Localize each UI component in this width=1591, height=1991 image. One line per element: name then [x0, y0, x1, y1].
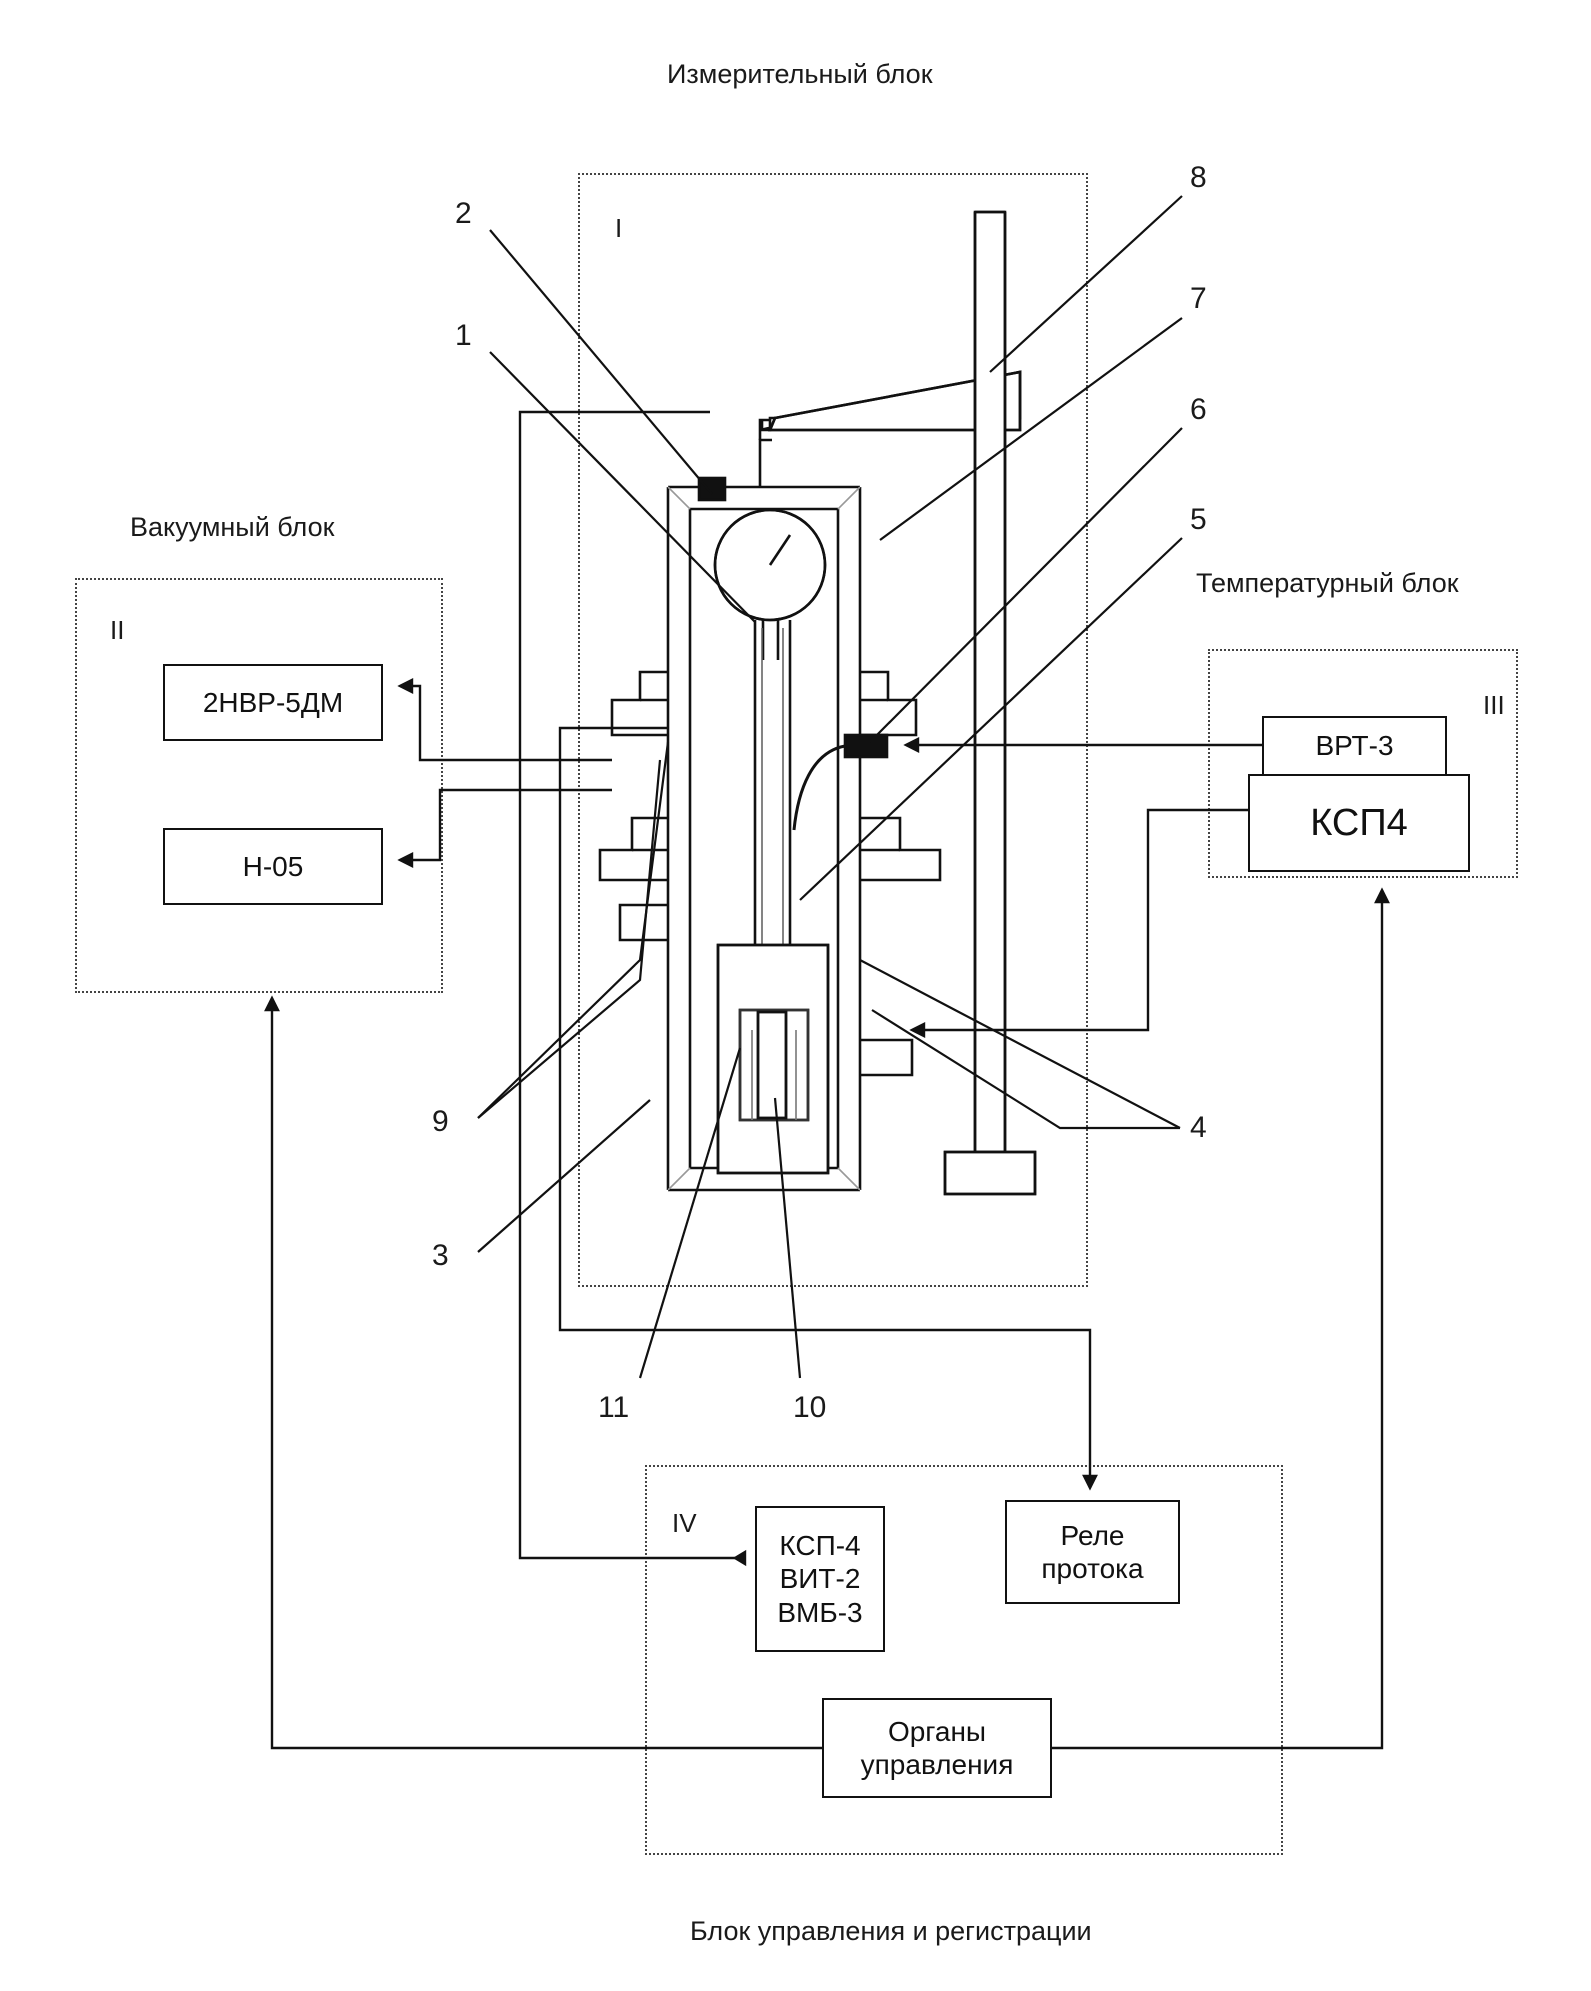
- temperature-block-title: Температурный блок: [1196, 568, 1459, 598]
- callout-9: 9: [432, 1105, 449, 1138]
- box-ksp4-vit2-vmb3-line-2: ВИТ-2: [779, 1563, 861, 1595]
- box-flow-relay[interactable]: [1005, 1500, 1180, 1604]
- box-ksp4-temperature[interactable]: [1248, 774, 1470, 872]
- box-pump-2nvr-5dm-label: 2НВР-5ДМ: [202, 686, 344, 718]
- region-label-I: I: [615, 213, 623, 243]
- box-vrt-3[interactable]: [1262, 716, 1447, 776]
- box-ksp4-vit2-vmb3[interactable]: [755, 1506, 885, 1652]
- region-label-III: III: [1483, 690, 1505, 720]
- callout-11: 11: [598, 1391, 630, 1424]
- box-ksp4-vit2-vmb3-line-3: ВМБ-3: [777, 1596, 863, 1628]
- region-label-IV: IV: [672, 1508, 697, 1538]
- measuring-block-title: Измерительный блок: [667, 59, 933, 89]
- callout-10: 10: [793, 1391, 827, 1424]
- box-vrt-3-label: ВРТ-3: [1315, 730, 1394, 762]
- box-ksp4-temperature-label: КСП4: [1310, 801, 1408, 844]
- box-ksp4-vit2-vmb3-line-1: КСП-4: [779, 1530, 861, 1562]
- control-block-title: Блок управления и регистрации: [690, 1916, 1092, 1946]
- callout-8: 8: [1190, 161, 1207, 194]
- box-flow-relay-line-2: протока: [1041, 1553, 1144, 1584]
- region-label-II: II: [110, 615, 125, 645]
- callout-4: 4: [1190, 1111, 1207, 1144]
- callout-7: 7: [1190, 282, 1207, 315]
- box-pump-n-05[interactable]: [163, 828, 383, 905]
- region-vacuum-block: [75, 578, 443, 993]
- box-pump-n-05-label: Н-05: [242, 850, 304, 882]
- box-controls[interactable]: [822, 1698, 1052, 1798]
- callout-1: 1: [455, 319, 472, 352]
- callout-5: 5: [1190, 503, 1207, 536]
- callout-6: 6: [1190, 393, 1207, 426]
- callout-3: 3: [432, 1239, 449, 1272]
- box-controls-line-1: Органы: [887, 1715, 987, 1747]
- box-pump-2nvr-5dm[interactable]: [163, 664, 383, 741]
- box-controls-line-2: управления: [860, 1749, 1014, 1780]
- callout-2: 2: [455, 197, 472, 230]
- region-measuring-block: [578, 173, 1088, 1287]
- box-flow-relay-line-1: Реле: [1060, 1519, 1125, 1551]
- vacuum-block-title: Вакуумный блок: [130, 512, 335, 542]
